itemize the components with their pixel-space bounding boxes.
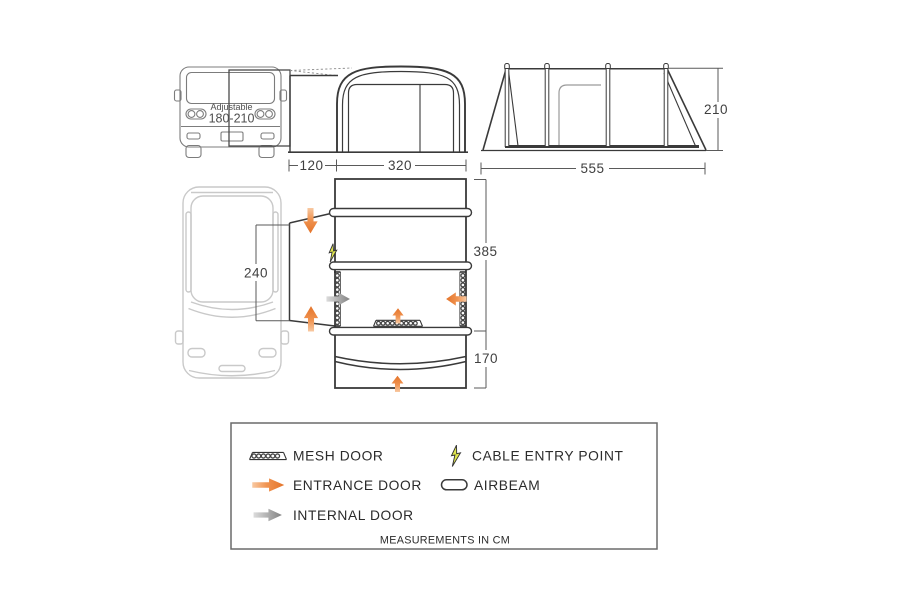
van-top-grille: [219, 366, 245, 372]
side-right-slope-outer: [667, 68, 707, 151]
awning-side-view: [481, 64, 706, 151]
side-left-slope-outer: [483, 68, 507, 151]
entrance-door-arrow-tunnel-front: [304, 306, 318, 331]
awning-front-view: [288, 67, 468, 153]
front-dimensions: [289, 158, 466, 173]
airbeam-pole-4: [664, 69, 668, 147]
van-front-plate: [221, 132, 243, 141]
dim-connection-width: 240: [243, 265, 269, 281]
side-door-outline: [559, 85, 601, 145]
dim-tunnel-depth: 120: [299, 158, 324, 173]
awning-arch-outer: [337, 67, 465, 153]
entrance-door-arrow-tunnel-rear: [303, 208, 317, 233]
plan-airbeam-1: [330, 209, 472, 217]
legend-cable-entry-label: CABLE ENTRY POINT: [472, 448, 624, 464]
dim-main-depth: 385: [473, 244, 498, 259]
front-door-panel: [349, 85, 454, 153]
airbeam-pole-3: [606, 69, 610, 147]
attachment-guide-lines: [290, 68, 352, 76]
side-airbeam-poles: [505, 64, 669, 147]
van-top-view: [176, 187, 289, 378]
floor-plan: [290, 179, 472, 392]
legend-cable-entry: [448, 445, 623, 467]
legend-internal-door-label: INTERNAL DOOR: [293, 508, 414, 523]
van-top-headlight-right: [259, 349, 276, 358]
plan-airbeam-2: [330, 262, 472, 270]
measurements-note: MEASUREMENTS IN CM: [379, 534, 511, 547]
legend: [231, 423, 657, 549]
van-top-rail-right: [273, 212, 278, 292]
dim-awning-width: 320: [387, 158, 413, 173]
airbeam-pill-icon: [442, 480, 468, 490]
van-top-mirror-right: [281, 331, 289, 344]
legend-entrance-door-label: ENTRANCE DOOR: [293, 478, 422, 493]
awning-arch-inner: [343, 72, 460, 153]
van-top-body: [183, 187, 281, 378]
dim-side-height: 210: [703, 102, 729, 117]
side-left-slope-inner: [509, 71, 519, 146]
van-top-windshield-arc1: [191, 302, 273, 310]
adjustable-range-label: 180-210: [208, 111, 255, 126]
dim-side-length: 555: [580, 161, 605, 176]
van-front-windshield: [187, 73, 275, 104]
airbeam-pole-1: [505, 69, 509, 147]
dim-porch-depth: 170: [473, 351, 499, 366]
adjustable-label: Adjustable: [210, 102, 253, 112]
plan-airbeam-3: [330, 327, 472, 335]
van-top-mirror-left: [176, 331, 184, 344]
legend-airbeam-label: AIRBEAM: [474, 478, 541, 493]
van-top-headlight-left: [188, 349, 205, 358]
van-top-rail-left: [186, 212, 191, 292]
van-top-roof: [191, 196, 273, 302]
airbeam-pole-2: [545, 69, 549, 147]
legend-mesh-door-label: MESH DOOR: [293, 448, 384, 464]
side-right-slope-inner: [664, 73, 696, 146]
